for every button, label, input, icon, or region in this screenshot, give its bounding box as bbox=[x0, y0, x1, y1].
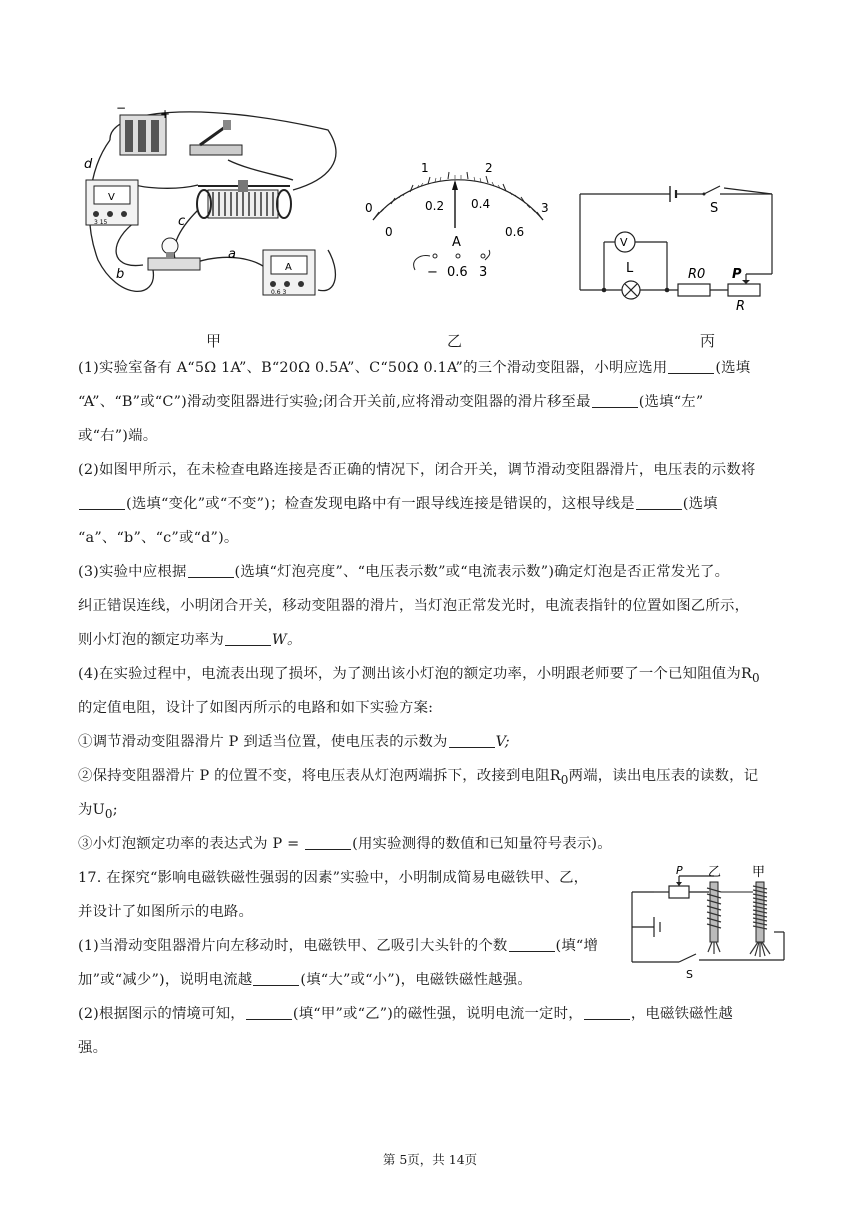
q1-line3: 或“右”)端。 bbox=[78, 428, 158, 444]
electromagnet-yi bbox=[707, 882, 721, 954]
figure-yi-ammeter-dial bbox=[355, 150, 565, 300]
q3-line3: 则小灯泡的额定功率为 W。 bbox=[78, 632, 302, 648]
q2-line3: “a”、“b”、“c”或“d”)。 bbox=[78, 530, 239, 546]
terminal-0-6: 0.6 bbox=[447, 265, 468, 280]
q17-q1-line2: 加”或“减少”)，说明电流越 (填“大”或“小”)，电磁铁磁性越强。 bbox=[78, 972, 532, 988]
dial-unit: A bbox=[452, 235, 461, 250]
q4-step2: ②保持变阻器滑片 P 的位置不变，将电压表从灯泡两端拆下，改接到电阻$R_0$两端，读出电压表的读数，记 bbox=[78, 768, 759, 787]
scale-top-1: 1 bbox=[421, 161, 429, 175]
answer-blank[interactable] bbox=[509, 937, 555, 952]
page-footer: 第 5页，共 14页 bbox=[382, 1152, 478, 1167]
answer-blank[interactable] bbox=[668, 359, 714, 374]
answer-blank[interactable] bbox=[636, 495, 682, 510]
svg-text:3 15: 3 15 bbox=[94, 219, 108, 226]
figure-bing-caption: 丙 bbox=[700, 332, 716, 350]
figure-bing-circuit-diagram bbox=[570, 180, 780, 315]
svg-text:+: + bbox=[160, 107, 171, 121]
answer-blank[interactable] bbox=[79, 495, 125, 510]
wire-label-a: a bbox=[228, 247, 236, 262]
ammeter-device bbox=[263, 250, 315, 296]
q17-line2: 并设计了如图所示的电路。 bbox=[78, 904, 254, 920]
q4-step1: ①调节滑动变阻器滑片 P 到适当位置，使电压表的示数为 V; bbox=[78, 734, 510, 750]
answer-blank[interactable] bbox=[188, 563, 234, 578]
wire-label-c: c bbox=[178, 214, 186, 229]
scale-top-3: 3 bbox=[541, 201, 549, 215]
q2-line1: (2)如图甲所示，在未检查电路连接是否正确的情况下，闭合开关，调节滑动变阻器滑片，电压表的示数将 bbox=[78, 462, 756, 478]
answer-blank[interactable] bbox=[584, 1005, 630, 1020]
bing-switch-label: S bbox=[710, 201, 719, 216]
bing-lamp-label: L bbox=[626, 261, 634, 276]
rheostat-device bbox=[197, 180, 291, 218]
magnet-slider-label: P bbox=[676, 864, 683, 877]
q1-line2: “A”、“B”或“C”)滑动变阻器进行实验;闭合开关前,应将滑动变阻器的滑片移至最 (选填“左” bbox=[78, 394, 704, 410]
battery-pack bbox=[116, 101, 170, 155]
wire-label-b: b bbox=[116, 267, 125, 282]
q4-line1: (4)在实验过程中，电流表出现了损坏，为了测出该小灯泡的额定功率，小明跟老师要了一个已知阻值为$R_0$ bbox=[78, 666, 760, 685]
terminal-3: 3 bbox=[479, 265, 488, 280]
terminal-minus: − bbox=[427, 265, 438, 280]
q2-line2: (选填“变化”或“不变”)；检查发现电路中有一跟导线连接是错误的，这根导线是 (选填 bbox=[78, 494, 788, 514]
scale-bottom-3: 0.6 bbox=[505, 225, 525, 239]
scale-bottom-0: 0 bbox=[385, 225, 393, 239]
electromagnet-jia bbox=[750, 882, 770, 957]
wire-label-d: d bbox=[84, 157, 93, 172]
scale-top-0: 0 bbox=[365, 201, 373, 215]
magnet-label-yi: 乙 bbox=[708, 865, 722, 880]
figure-yi-caption: 乙 bbox=[447, 332, 463, 350]
magnet-switch-label: S bbox=[686, 968, 693, 981]
lamp-device bbox=[148, 238, 200, 270]
figure-jia-caption: 甲 bbox=[206, 332, 222, 350]
answer-blank[interactable] bbox=[246, 1005, 292, 1020]
scale-top-2: 2 bbox=[485, 161, 493, 175]
bing-r0-label: R0 bbox=[688, 267, 706, 282]
bing-rheostat-label: R bbox=[736, 299, 746, 314]
bing-voltmeter-label: V bbox=[620, 236, 628, 249]
svg-text:V: V bbox=[108, 192, 115, 203]
scale-bottom-1: 0.2 bbox=[425, 199, 445, 213]
q17-line1: 17. 在探究“影响电磁铁磁性强弱的因素”实验中，小明制成简易电磁铁甲、乙， bbox=[78, 870, 589, 886]
q17-q1-line1: (1)当滑动变阻器滑片向左移动时，电磁铁甲、乙吸引大头针的个数 (填“增 bbox=[78, 938, 599, 954]
voltmeter-device bbox=[86, 180, 138, 226]
svg-text:−: − bbox=[116, 101, 127, 115]
svg-text:0.6 3: 0.6 3 bbox=[271, 289, 287, 296]
answer-blank[interactable] bbox=[305, 835, 351, 850]
q1-line1: (1)实验室备有 A“5Ω 1A”、B“20Ω 0.5A”、C“50Ω 0.1A”的三个滑动变阻器，小明应选用 (选填 bbox=[78, 360, 751, 376]
scale-bottom-2: 0.4 bbox=[471, 197, 491, 211]
magnet-label-jia: 甲 bbox=[752, 865, 766, 880]
q17-q2-line2: 强。 bbox=[78, 1040, 108, 1056]
q3-line2: 纠正错误连线，小明闭合开关，移动变阻器的滑片，当灯泡正常发光时，电流表指针的位置如图乙所示， bbox=[78, 598, 750, 614]
q4-step3: ③小灯泡额定功率的表达式为 P = (用实验测得的数值和已知量符号表示)。 bbox=[78, 836, 612, 852]
q3-line1: (3)实验中应根据 (选填“灯泡亮度”、“电压表示数”或“电流表示数”)确定灯泡是否正常发光了。 bbox=[78, 564, 730, 580]
figure-jia-circuit bbox=[78, 100, 348, 310]
answer-blank[interactable] bbox=[225, 631, 271, 646]
q4-line2: 的定值电阻，设计了如图丙所示的电路和如下实验方案: bbox=[78, 700, 434, 716]
figure-electromagnet-circuit bbox=[624, 862, 789, 982]
q4-step2-cont: 为$U_0$; bbox=[78, 802, 118, 821]
q17-q2-line1: (2)根据图示的情境可知， (填“甲”或“乙”)的磁性强，说明电流一定时， ，电磁铁磁性越 bbox=[78, 1006, 733, 1022]
answer-blank[interactable] bbox=[592, 393, 638, 408]
answer-blank[interactable] bbox=[253, 971, 299, 986]
svg-text:A: A bbox=[285, 262, 292, 273]
answer-blank[interactable] bbox=[449, 733, 495, 748]
bing-slider-label: P bbox=[732, 267, 742, 282]
knife-switch bbox=[190, 120, 242, 155]
